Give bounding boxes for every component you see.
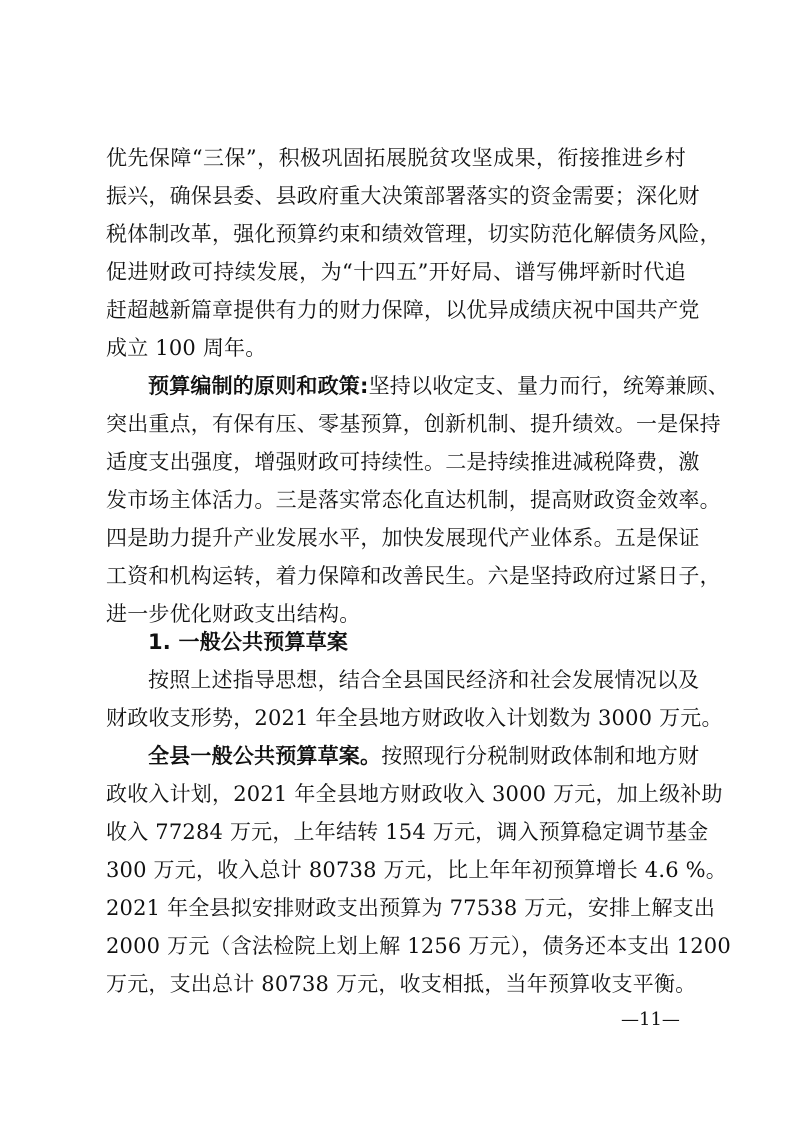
paragraph-line: 赶超越新篇章提供有力的财力保障，以优异成绩庆祝中国共产党 bbox=[106, 298, 700, 322]
paragraph-line: 振兴，确保县委、县政府重大决策部署落实的资金需要；深化财 bbox=[106, 184, 700, 208]
paragraph-line: 财政收支形势，2021 年全县地方财政收入计划数为 3000 万元。 bbox=[106, 706, 723, 730]
paragraph-line: 四是助力提升产业发展水平，加快发展现代产业体系。五是保证 bbox=[106, 526, 700, 550]
paragraph-line: 300 万元，收入总计 80738 万元，比上年年初预算增长 4.6 %。 bbox=[106, 858, 728, 882]
paragraph-line: 适度支出强度，增强财政可持续性。二是持续推进减税降费，激 bbox=[106, 450, 700, 474]
paragraph-line: 成立 100 周年。 bbox=[106, 336, 267, 360]
paragraph-text: 坚持以收定支、量力而行，统筹兼顾、 bbox=[368, 374, 730, 398]
paragraph-first-line bbox=[148, 742, 700, 770]
paragraph-first-line bbox=[148, 372, 730, 400]
paragraph-line: 政收入计划，2021 年全县地方财政收入 3000 万元，加上级补助 bbox=[106, 782, 723, 806]
paragraph-lead: 全县一般公共预算草案。 bbox=[148, 744, 382, 768]
paragraph-line: 税体制改革，强化预算约束和绩效管理，切实防范化解债务风险， bbox=[106, 222, 721, 246]
page-number: —11— bbox=[621, 1009, 680, 1030]
paragraph-lead: 预算编制的原则和政策: bbox=[148, 374, 369, 398]
section-heading: 1. 一般公共预算草案 bbox=[148, 630, 349, 654]
paragraph-line: 优先保障“三保”，积极巩固拓展脱贫攻坚成果，衔接推进乡村 bbox=[106, 146, 686, 170]
paragraph-line: 2021 年全县拟安排财政支出预算为 77538 万元，安排上解支出 bbox=[106, 896, 716, 920]
paragraph-line: 突出重点，有保有压、零基预算，创新机制、提升绩效。一是保持 bbox=[106, 412, 721, 436]
paragraph-line: 万元，支出总计 80738 万元，收支相抵，当年预算收支平衡。 bbox=[106, 972, 697, 996]
paragraph-first-line: 按照上述指导思想，结合全县国民经济和社会发展情况以及 bbox=[148, 668, 700, 692]
paragraph-text: 按照现行分税制财政体制和地方财 bbox=[381, 744, 700, 768]
paragraph-line: 发市场主体活力。三是落实常态化直达机制，提高财政资金效率。 bbox=[106, 488, 721, 512]
paragraph-line: 促进财政可持续发展，为“十四五”开好局、谱写佛坪新时代追 bbox=[106, 260, 686, 284]
paragraph-line: 工资和机构运转，着力保障和改善民生。六是坚持政府过紧日子， bbox=[106, 564, 721, 588]
paragraph-line: 2000 万元（含法检院上划上解 1256 万元），债务还本支出 1200 bbox=[106, 934, 731, 958]
paragraph-line: 进一步优化财政支出结构。 bbox=[106, 602, 361, 626]
paragraph-line: 收入 77284 万元，上年结转 154 万元，调入预算稳定调节基金 bbox=[106, 820, 709, 844]
